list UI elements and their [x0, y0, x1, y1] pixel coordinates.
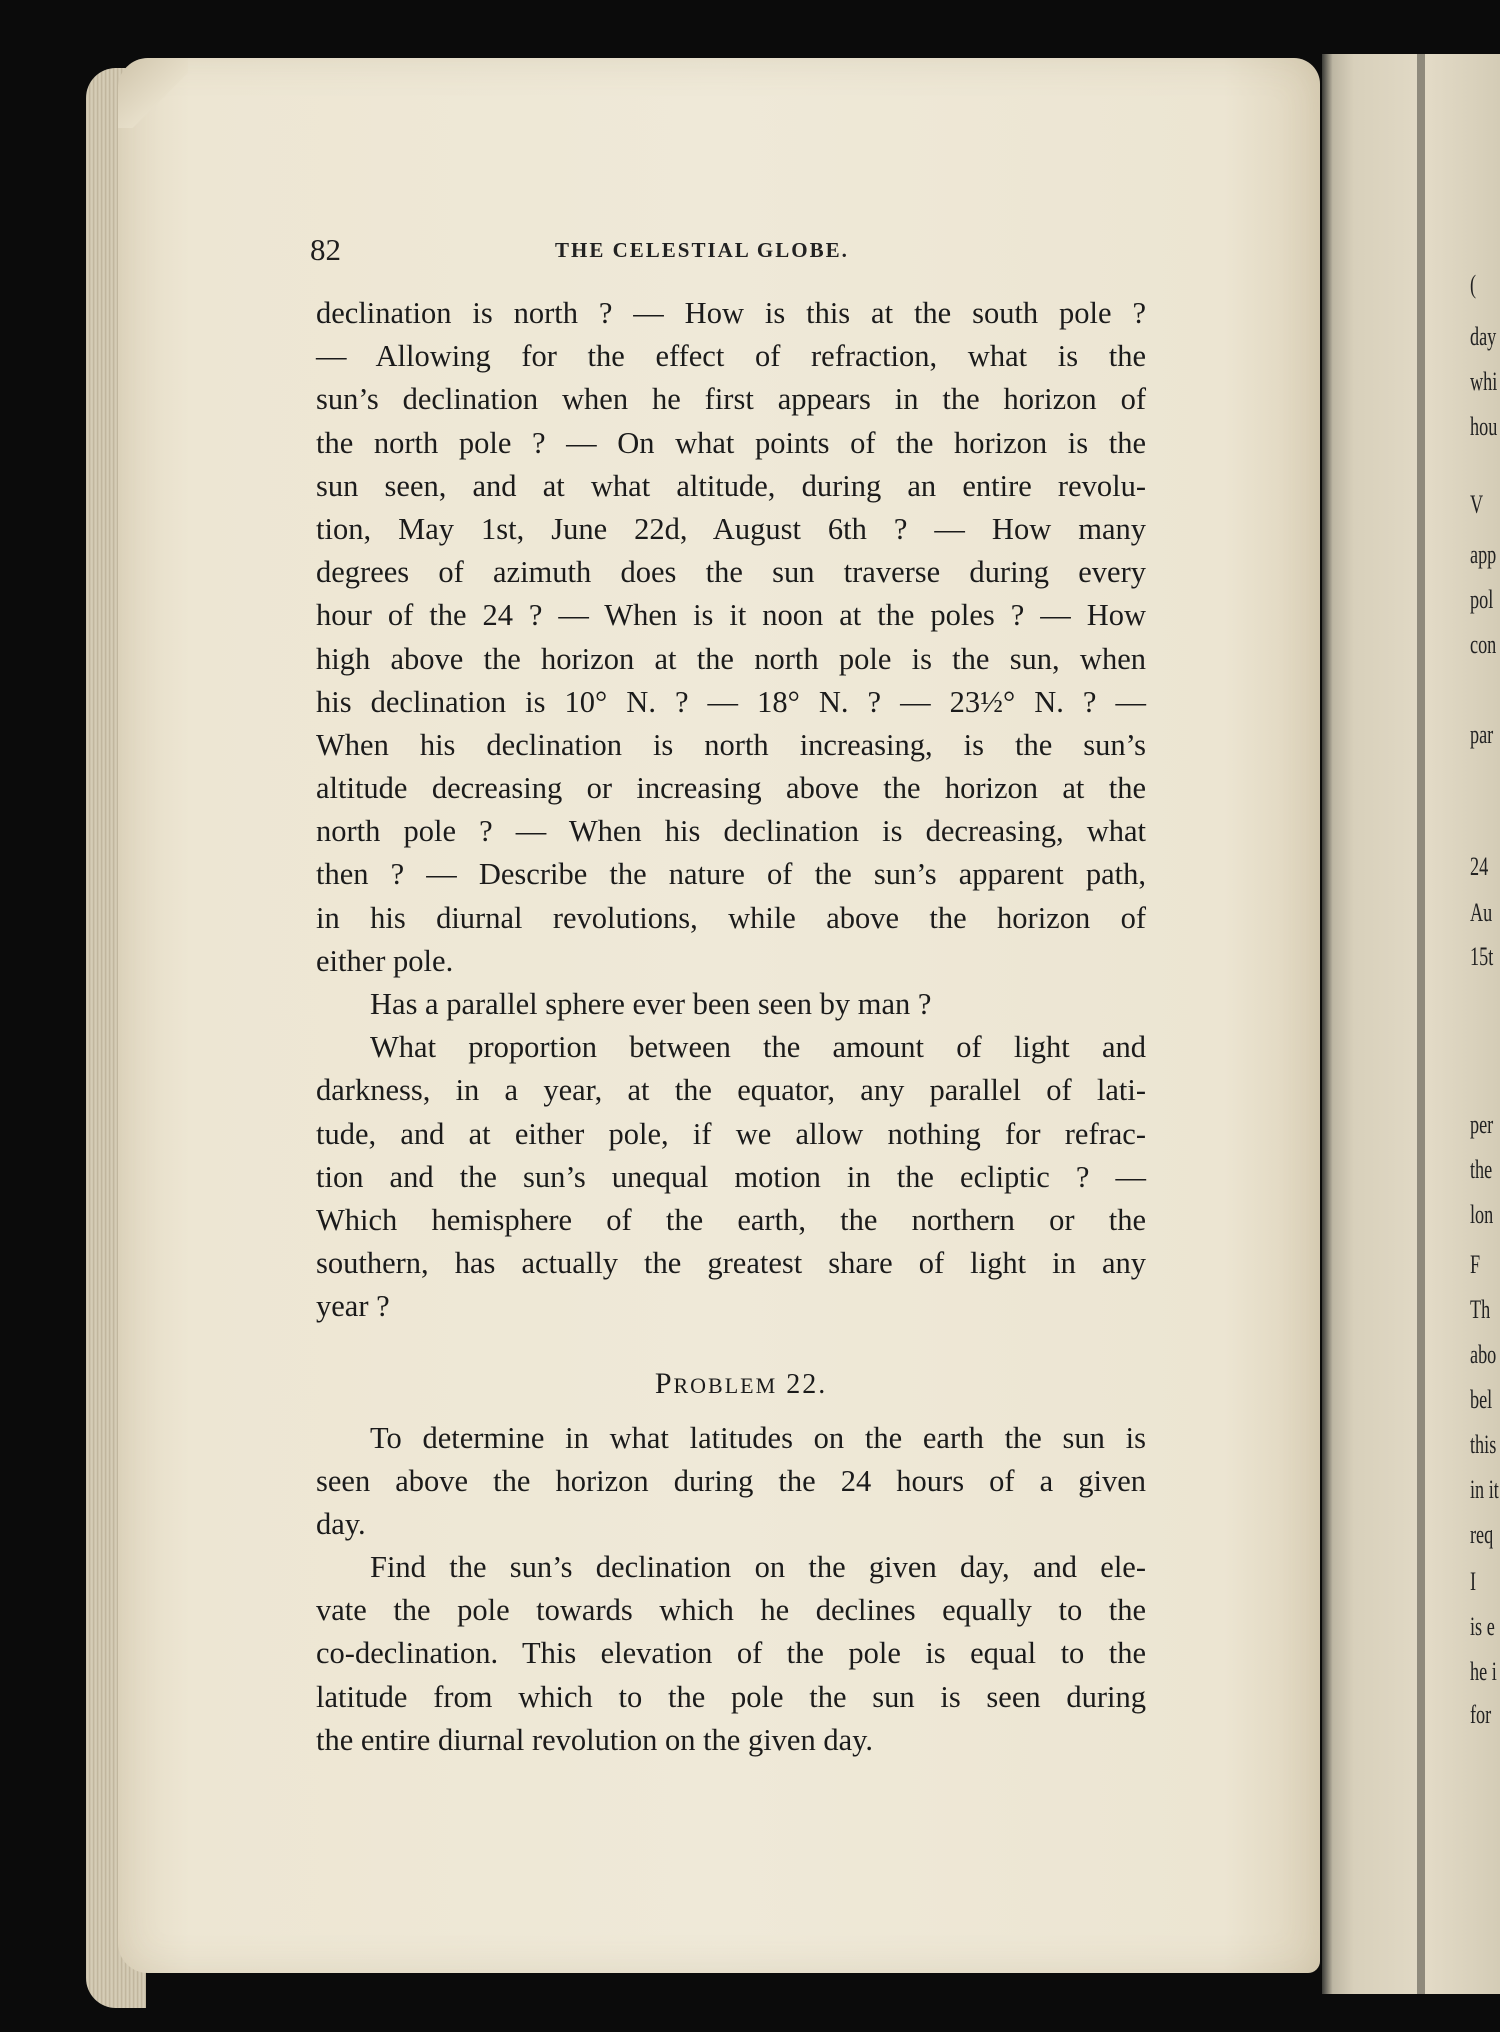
facing-page-fragment: for — [1470, 1700, 1492, 1729]
facing-page-fragment: Th — [1470, 1295, 1491, 1324]
text-line: southern, has actually the greatest share of light in any — [316, 1246, 1146, 1281]
text-line: the entire diurnal revolution on the given day. — [316, 1722, 874, 1757]
book-gutter — [1417, 54, 1425, 1994]
text-line: tude, and at either pole, if we allow nothing for refrac- — [316, 1116, 1146, 1151]
text-line: north pole ? — When his declination is decreasing, what — [316, 814, 1146, 849]
dog-ear-corner — [118, 58, 188, 128]
text-line: seen above the horizon during the 24 hours of a given — [316, 1463, 1146, 1498]
text-line: When his declination is north increasing, is the sun’s — [316, 727, 1146, 762]
page-number: 82 — [310, 232, 341, 267]
facing-page-fragment: bel — [1470, 1385, 1493, 1414]
facing-page-fragment: app — [1470, 540, 1497, 569]
text-line: — Allowing for the effect of refraction, what is the — [316, 339, 1146, 374]
questions-paragraphs — [316, 292, 1146, 1329]
running-head-title: THE CELESTIAL GLOBE. — [555, 238, 849, 262]
text-line: declination is north ? — How is this at the south pole ? — [316, 296, 1146, 330]
facing-page-fragment: F — [1470, 1250, 1481, 1279]
text-line: co-declination. This elevation of the pole is equal to the — [316, 1636, 1146, 1671]
text-line: the north pole ? — On what points of the horizon is the — [316, 425, 1146, 460]
text-line: then ? — Describe the nature of the sun’s apparent path, — [316, 857, 1146, 892]
facing-page-text-fragments — [1470, 0, 1500, 2032]
text-line: vate the pole towards which he declines equally to the — [316, 1593, 1146, 1628]
text-line: high above the horizon at the north pole is the sun, when — [316, 641, 1146, 676]
text-line: sun seen, and at what altitude, during an entire revolu- — [316, 468, 1146, 503]
facing-page-fragment: he i — [1470, 1657, 1497, 1686]
text-line: To determine in what latitudes on the earth the sun is — [370, 1420, 1146, 1455]
text-line: Find the sun’s declination on the given day, and ele- — [370, 1550, 1146, 1585]
facing-page-fragment: hou — [1470, 412, 1498, 441]
text-line: hour of the 24 ? — When is it noon at the poles ? — How — [316, 598, 1146, 633]
text-line: tion and the sun’s unequal motion in the ecliptic ? — — [316, 1159, 1146, 1194]
facing-page-fragment: in it — [1470, 1475, 1499, 1504]
text-line: in his diurnal revolutions, while above the horizon of — [316, 900, 1146, 935]
page-text — [316, 292, 1146, 1762]
facing-page-fragment: day — [1470, 322, 1497, 351]
facing-page-fragment: con — [1470, 630, 1497, 659]
facing-page-fragment: ( — [1470, 270, 1477, 299]
section-gap — [316, 1329, 1146, 1359]
facing-page-fragment: par — [1470, 720, 1494, 749]
text-line: tion, May 1st, June 22d, August 6th ? — How many — [316, 511, 1146, 546]
facing-page-fragment: 24 — [1470, 852, 1489, 881]
text-line: What proportion between the amount of light and — [370, 1030, 1146, 1065]
text-line: either pole. — [316, 943, 454, 978]
facing-page-fragment: whi — [1470, 367, 1498, 396]
facing-page-fragment: per — [1470, 1110, 1494, 1139]
text-line: Has a parallel sphere ever been seen by man ? — [370, 987, 932, 1021]
facing-page-fragment: this — [1470, 1430, 1497, 1459]
facing-page-fragment: abo — [1470, 1340, 1497, 1369]
facing-page-fragment: Au — [1470, 898, 1493, 927]
text-line: Which hemisphere of the earth, the northern or the — [316, 1202, 1146, 1237]
problem-paragraphs — [316, 1417, 1146, 1763]
problem-heading-number: 22. — [786, 1368, 828, 1400]
text-line: year ? — [316, 1289, 390, 1324]
facing-page-fragment: the — [1470, 1155, 1493, 1184]
facing-page-fragment: V — [1470, 490, 1484, 519]
facing-page-fragment: I — [1470, 1567, 1477, 1596]
text-line: altitude decreasing or increasing above the horizon at the — [316, 771, 1146, 806]
facing-page-fragment: pol — [1470, 585, 1494, 614]
problem-heading — [316, 1359, 1146, 1417]
text-line: sun’s declination when he first appears in the horizon of — [316, 382, 1146, 417]
problem-heading-word: ROBLEM — [673, 1372, 778, 1398]
problem-heading-initial: P — [654, 1366, 674, 1400]
facing-page-fragment: lon — [1470, 1200, 1494, 1229]
facing-page-fragment: 15t — [1470, 942, 1494, 971]
text-line: degrees of azimuth does the sun traverse during every — [316, 555, 1146, 590]
text-line: his declination is 10° N. ? — 18° N. ? — 23½° N. ? — — [316, 684, 1146, 719]
text-line: darkness, in a year, at the equator, any parallel of lati- — [316, 1073, 1146, 1108]
facing-page-fragment: is e — [1470, 1612, 1495, 1641]
text-line: latitude from which to the pole the sun is seen during — [316, 1679, 1146, 1714]
text-line: day. — [316, 1506, 366, 1541]
facing-page-fragment: req — [1470, 1520, 1494, 1549]
running-head — [310, 232, 1140, 272]
